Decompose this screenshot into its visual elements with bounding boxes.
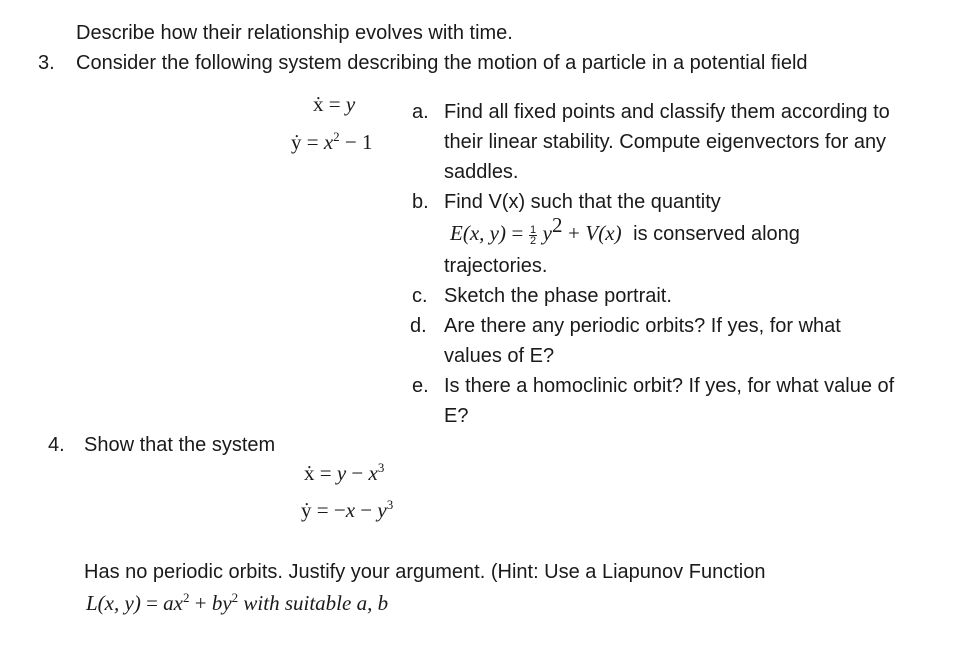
- q3-prompt: Consider the following system describing the motion of a particle in a potential field: [76, 52, 808, 74]
- q4-number: 4.: [48, 434, 65, 456]
- q4-equation-2: [301, 495, 393, 525]
- energy-v: V: [585, 221, 599, 245]
- q3-eq2-op: =: [306, 130, 319, 154]
- fraction-numerator: 1: [529, 224, 537, 236]
- q4-eq1-exp: 3: [377, 460, 385, 475]
- lyap-b-term: by: [211, 591, 232, 615]
- q3-eq1-lhs: ẋ: [313, 92, 324, 116]
- q3-number: 3.: [38, 52, 55, 74]
- q3-part-d-line-1: Are there any periodic orbits? If yes, for what: [444, 315, 841, 337]
- q3-part-e-line-2: E?: [444, 405, 469, 427]
- q3-eq2-base: x: [323, 130, 334, 154]
- q3-part-e-line-1: Is there a homoclinic orbit? If yes, for what value of: [444, 375, 895, 397]
- q4-eq2-minus: −: [360, 498, 373, 522]
- q4-eq2-exp: 3: [386, 497, 394, 512]
- q3-eq2-minus: −: [344, 130, 357, 154]
- energy-tail: is conserved along: [633, 223, 800, 245]
- q4-closing: Has no periodic orbits. Justify your argument. (Hint: Use a Liapunov Function: [84, 561, 766, 583]
- q3-part-b-letter: b.: [412, 191, 429, 213]
- q4-eq2-y: y: [377, 498, 387, 522]
- q4-eq2-x: x: [345, 498, 356, 522]
- q3-energy-line: [450, 213, 800, 249]
- q3-part-a-line-1: Find all fixed points and classify them according to: [444, 101, 890, 123]
- q3-part-b-line-1: Find V(x) such that the quantity: [444, 191, 721, 213]
- q4-eq1-x: x: [368, 461, 378, 485]
- q3-part-b-last-line: trajectories.: [444, 255, 548, 277]
- lyap-b-exp: 2: [231, 590, 239, 605]
- energy-v-arg: (x): [598, 221, 622, 245]
- q3-eq1-op: =: [328, 92, 341, 116]
- q3-equation-1: [313, 89, 355, 119]
- q3-part-d-line-2: values of E?: [444, 345, 555, 367]
- q4-prompt: Show that the system: [84, 434, 276, 456]
- lyap-tail: with suitable a, b: [243, 591, 389, 615]
- lyap-plus: +: [194, 591, 207, 615]
- q3-part-a-letter: a.: [412, 101, 429, 123]
- q3-part-a-line-2: their linear stability. Compute eigenvectors for any: [444, 131, 887, 153]
- lyap-eq: =: [146, 591, 158, 615]
- lyap-a-term: ax: [163, 591, 183, 615]
- q4-eq1-op: =: [319, 461, 332, 485]
- q4-equation-1: [304, 458, 384, 488]
- q3-part-a-line-3: saddles.: [444, 161, 519, 183]
- q3-part-e-letter: e.: [412, 375, 429, 397]
- q3-eq1-rhs: y: [345, 92, 356, 116]
- q4-eq2-neg: −: [333, 498, 346, 522]
- energy-lhs: E(x, y): [450, 221, 506, 245]
- q3-eq2-const: 1: [362, 130, 373, 154]
- q4-eq1-lhs: ẋ: [304, 461, 315, 485]
- lyap-lhs: L(x, y): [86, 591, 141, 615]
- fraction-denominator: 2: [529, 235, 537, 247]
- q4-eq1-minus: −: [351, 461, 364, 485]
- q3-equation-2: [291, 127, 373, 157]
- q4-eq1-y: y: [336, 461, 347, 485]
- q3-part-c-line-1: Sketch the phase portrait.: [444, 285, 672, 307]
- energy-plus: +: [568, 221, 580, 245]
- energy-eq: =: [511, 221, 524, 245]
- energy-y-exp: 2: [551, 213, 563, 237]
- lyap-a-exp: 2: [182, 590, 190, 605]
- q4-eq2-op: =: [316, 498, 329, 522]
- q4-eq2-lhs: ẏ: [301, 498, 312, 522]
- intro-line: Describe how their relationship evolves with time.: [76, 22, 513, 44]
- one-half-fraction: [529, 225, 537, 246]
- energy-y: y: [542, 221, 552, 245]
- q4-lyapunov-line: [86, 588, 388, 618]
- q3-part-d-letter: d.: [410, 315, 427, 337]
- q3-eq2-lhs: ẏ: [291, 130, 302, 154]
- q3-eq2-exp: 2: [333, 129, 340, 144]
- q3-part-c-letter: c.: [412, 285, 428, 307]
